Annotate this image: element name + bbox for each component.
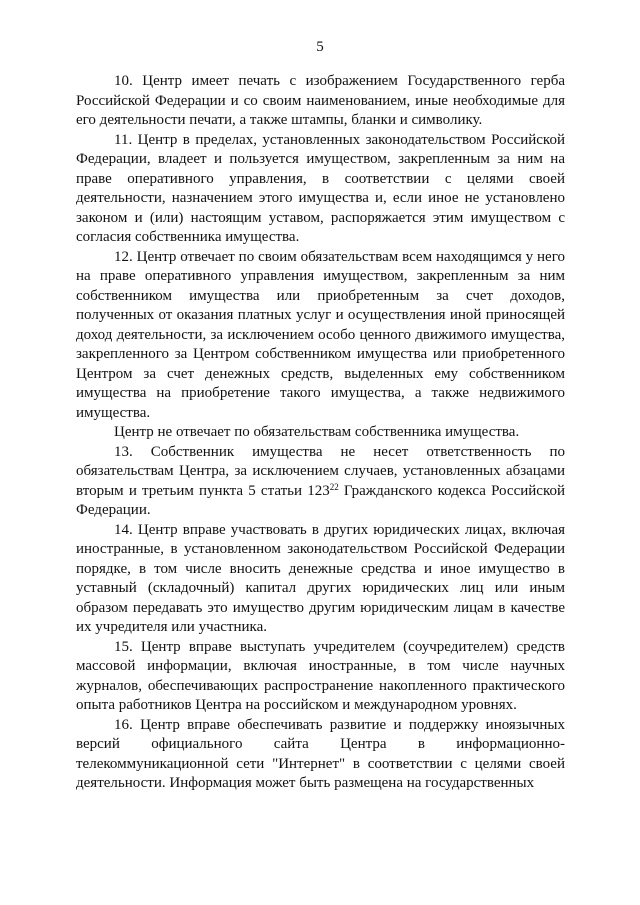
paragraph-13-text-before: 13. Собственник имущества не несет ответственность по обязательствам Центра, за исключением случаев, установленных абзацами вторым и третьим пункта 5 статьи 123 <box>76 443 565 499</box>
document-body <box>76 72 565 794</box>
paragraph-13-text-after: Гражданского кодекса Российской Федерации. <box>76 482 565 518</box>
paragraph-12: 12. Центр отвечает по своим обязательствам всем находящимся у него на праве оперативного управления имуществом, закрепленным за ним собственником имущества или приобретенным за счет доходов, полученных от оказания платных услуг и осуществления иной приносящей доход деятельности, за исключением особо ценного движимого имущества, закрепленного за Центром собственником имущества или приобретенного Центром за счет денежных средств, выделенных ему собственником имущества на приобретение такого имущества, а также недвижимого имущества. <box>76 248 565 421</box>
page-number: 5 <box>316 39 324 55</box>
paragraph-10: 10. Центр имеет печать с изображением Государственного герба Российской Федерации и со своим наименованием, иные необходимые для его деятельности печати, а также штампы, бланки и символику. <box>76 73 565 128</box>
paragraph-11: 11. Центр в пределах, установленных законодательством Российской Федерации, владеет и пользуется имуществом, закрепленным за ним на праве оперативного управления, в соответствии с целями своей деятельности, назначением этого имущества и, если иное не установлено законом и (или) настоящим уставом, распоряжается этим имуществом с согласия собственника имущества. <box>76 131 565 245</box>
paragraph-13 <box>76 443 565 521</box>
article-number-superscript: 22 <box>329 481 339 492</box>
paragraph-16: 16. Центр вправе обеспечивать развитие и поддержку иноязычных версий официального сайта Центра в информационно-телекоммуникационной сети "Интернет" в соответствии с целями своей деятельности. Информация может быть размещена на государственных <box>76 716 565 791</box>
paragraph-12-continuation: Центр не отвечает по обязательствам собственника имущества. <box>114 424 520 440</box>
paragraph-14: 14. Центр вправе участвовать в других юридических лицах, включая иностранные, в установленном законодательством Российской Федерации порядке, в том числе вносить денежные средства и иное имущество в уставный (складочный) капитал других юридических лиц или иным образом передавать это имущество другим юридическим лицам в качестве их учредителя или участника. <box>76 521 565 635</box>
paragraph-15: 15. Центр вправе выступать учредителем (соучредителем) средств массовой информации, включая иностранные, в том числе научных журналов, обеспечивающих распространение накопленного практического опыта работников Центра на российском и международном уровнях. <box>76 638 565 713</box>
